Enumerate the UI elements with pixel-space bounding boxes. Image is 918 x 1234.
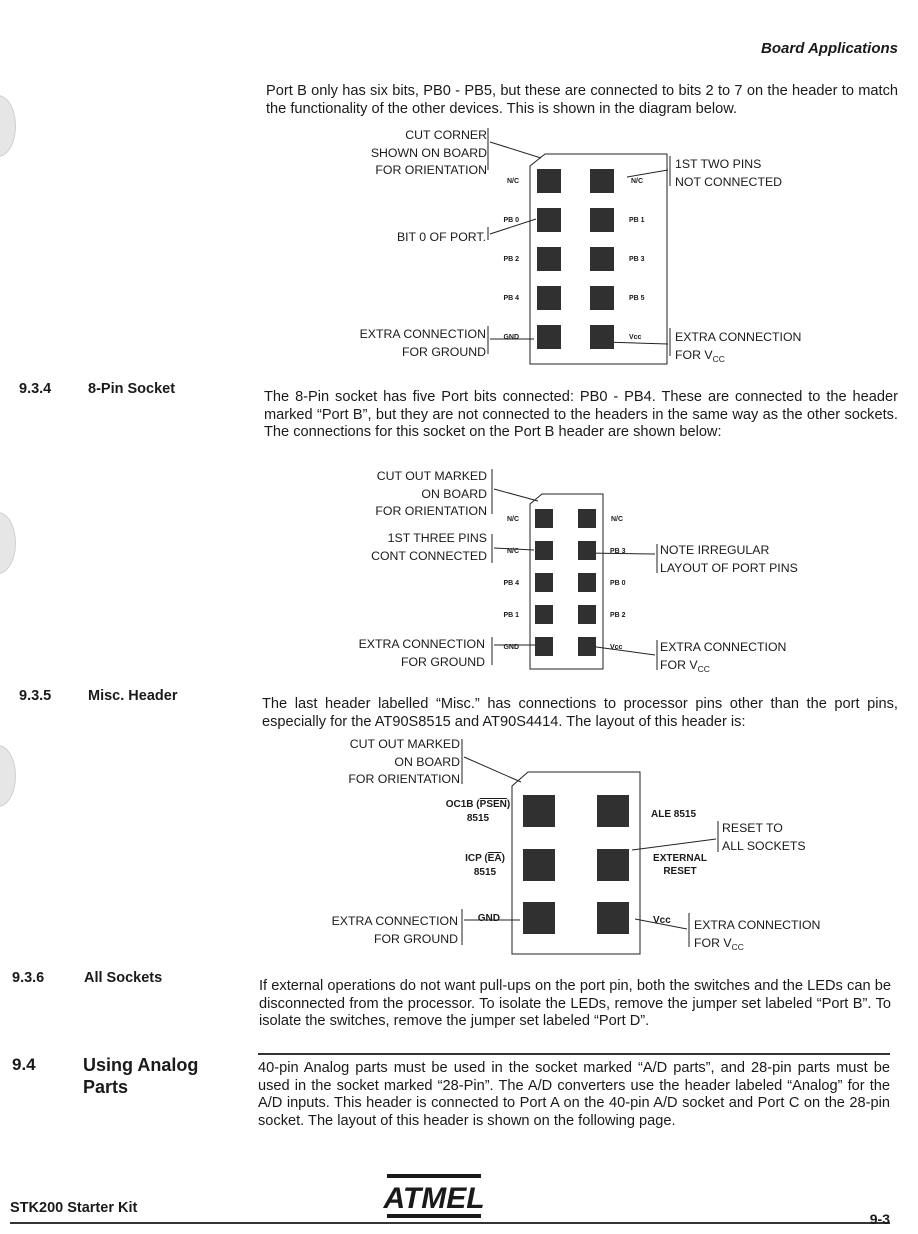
pin-label: N/C <box>506 548 519 555</box>
pin-label: PB 3 <box>629 256 645 263</box>
section-paragraph: The last header labelled “Misc.” has connections to processor pins other than the port pins, especially for the AT90S8515 and AT90S4414. The layout of this header is: <box>262 696 898 730</box>
section-number: 9.3.4 <box>19 381 52 397</box>
misc-header-diagram <box>320 734 830 956</box>
callout-text: NOT CONNECTED <box>675 175 783 189</box>
pin-label: PB 2 <box>610 612 626 619</box>
pin-label: Vcc <box>629 334 642 341</box>
callout-text: ALL SOCKETS <box>722 839 806 853</box>
callout-text: BIT 0 OF PORT. <box>396 230 486 244</box>
svg-text:ATMEL: ATMEL <box>383 1182 485 1215</box>
pin-pad <box>523 902 555 934</box>
pin-pad <box>590 169 614 193</box>
binder-hole <box>0 745 16 807</box>
section-title: 8-Pin Socket <box>88 381 176 397</box>
section-title: Using Analog Parts <box>83 1055 199 1097</box>
pin-pad <box>535 509 553 528</box>
callout-text: CONT CONNECTED <box>371 549 487 563</box>
pin-label: Vcc <box>610 644 623 651</box>
pin-pad <box>535 541 553 560</box>
callout-text: FOR GROUND <box>401 345 486 359</box>
callout-text: 1ST TWO PINS <box>675 157 762 171</box>
pin-label: PB 1 <box>629 217 645 224</box>
pin-label: N/C <box>506 516 519 523</box>
pin-label: 8515 <box>466 813 490 824</box>
callout-text: CUT OUT MARKED <box>349 737 460 751</box>
pin-label: N/C <box>506 178 519 185</box>
pin-label: Vcc <box>653 915 671 926</box>
footer-rule <box>10 1222 890 1224</box>
pin-pad <box>590 325 614 349</box>
pin-label: PB 0 <box>610 580 626 587</box>
callout-text: EXTRA CONNECTION <box>358 637 485 651</box>
pin-label: PB 0 <box>503 217 519 224</box>
pin-label: PB 4 <box>503 295 519 302</box>
section-title: Misc. Header <box>88 688 178 704</box>
running-header: Board Applications <box>761 40 898 57</box>
callout-text: CUT CORNER <box>405 128 487 142</box>
pin-pad <box>535 605 553 624</box>
intro-paragraph: Port B only has six bits, PB0 - PB5, but these are connected to bits 2 to 7 on the header to match the functionality of the other devices. This is shown in the diagram below. <box>266 83 898 117</box>
pin-pad <box>537 208 561 232</box>
callout-text: EXTRA CONNECTION <box>694 918 821 932</box>
pin-label: 8515 <box>473 867 497 878</box>
pin-label: EXTERNAL <box>653 853 707 864</box>
binder-hole <box>0 95 16 157</box>
callout-text: EXTRA CONNECTION <box>675 330 802 344</box>
callout-text: EXTRA CONNECTION <box>359 327 486 341</box>
pin-pad <box>590 286 614 310</box>
callout-text: EXTRA CONNECTION <box>660 640 787 654</box>
pin-pad <box>597 795 629 827</box>
pin-pad <box>590 208 614 232</box>
section-rule <box>258 1053 890 1055</box>
footer-product: STK200 Starter Kit <box>10 1200 138 1216</box>
pin-pad <box>523 795 555 827</box>
section-paragraph: The 8-Pin socket has five Port bits connected: PB0 - PB4. These are connected to the header marked “Port B”, but they are not connected to the headers in the same way as the other sockets. The connections for this socket on the Port B header are shown below: <box>264 389 898 440</box>
section-paragraph: If external operations do not want pull-ups on the port pin, both the switches and the LEDs can be disconnected from the processor. To isolate the LEDs, remove the jumper set labeled “Port B”. To isolate the switches, remove the jumper set labeled “Port D”. <box>259 978 891 1029</box>
pin-label: GND <box>503 334 519 341</box>
pin-label: GND <box>503 644 519 651</box>
pin-label: ICP (EA) <box>465 853 505 864</box>
callout-text: ON BOARD <box>421 487 487 501</box>
callout-text: FOR GROUND <box>400 655 485 669</box>
atmel-logo <box>383 1172 485 1220</box>
pin-pad <box>535 637 553 656</box>
pin-label: N/C <box>631 178 644 185</box>
callout-text: EXTRA CONNECTION <box>331 914 458 928</box>
pin-pad <box>537 169 561 193</box>
pin-pad <box>578 573 596 592</box>
callout-text: LAYOUT OF PORT PINS <box>660 561 798 575</box>
pin-pad <box>578 541 596 560</box>
callout-text: FOR $V_{CC}$ <box>694 936 744 952</box>
pin-label: GND <box>477 913 500 924</box>
section-number: 9.3.6 <box>12 970 45 986</box>
pin-pad <box>537 247 561 271</box>
callout-text: 1ST THREE PINS <box>387 531 487 545</box>
pin-label: PB 5 <box>629 295 645 302</box>
pin-pad <box>578 637 596 656</box>
pin-pad <box>597 849 629 881</box>
pin-label: PB 2 <box>503 256 519 263</box>
pin-label: PB 3 <box>610 548 626 555</box>
pin-pad <box>597 902 629 934</box>
section-number: 9.4 <box>12 1055 36 1074</box>
callout-text: FOR $V_{CC}$ <box>675 348 725 364</box>
callout-text: SHOWN ON BOARD <box>370 146 487 160</box>
8-pin-socket-diagram <box>340 464 820 676</box>
section-paragraph: 40-pin Analog parts must be used in the socket marked “A/D parts”, and 28-pin parts must be used in the socket marked “28-Pin”. The A/D converters use the header labeled “Analog” for the A/D inputs. This header is connected to Port A on the 40-pin A/D socket and Port C on the 28-pin socket. The layout of this header is shown on the following page. <box>258 1060 890 1129</box>
section-number: 9.3.5 <box>19 688 52 704</box>
pin-pad <box>590 247 614 271</box>
pin-pad <box>523 849 555 881</box>
pin-label: PB 1 <box>503 612 519 619</box>
section-title: All Sockets <box>84 970 163 986</box>
callout-text: FOR ORIENTATION <box>375 504 487 518</box>
pin-label: OC1B (PSEN) <box>445 799 511 810</box>
pin-pad <box>537 286 561 310</box>
pin-pad <box>578 605 596 624</box>
callout-text: CUT OUT MARKED <box>376 469 487 483</box>
callout-text: FOR ORIENTATION <box>348 772 460 786</box>
callout-text: FOR $V_{CC}$ <box>660 658 710 674</box>
page-number: 9-3 <box>869 1211 890 1227</box>
pin-pad <box>535 573 553 592</box>
callout-text: ON BOARD <box>394 755 460 769</box>
pin-label: N/C <box>611 516 624 523</box>
pin-label: PB 4 <box>503 580 519 587</box>
callout-text: RESET TO <box>722 821 783 835</box>
pin-pad <box>537 325 561 349</box>
callout-text: FOR GROUND <box>373 932 458 946</box>
pin-pad <box>578 509 596 528</box>
binder-hole <box>0 512 16 574</box>
pin-label: RESET <box>663 866 697 877</box>
pin-label: ALE 8515 <box>651 809 697 820</box>
callout-text: NOTE IRREGULAR <box>660 543 770 557</box>
port-b-header-diagram <box>340 122 820 366</box>
callout-text: FOR ORIENTATION <box>375 163 487 177</box>
